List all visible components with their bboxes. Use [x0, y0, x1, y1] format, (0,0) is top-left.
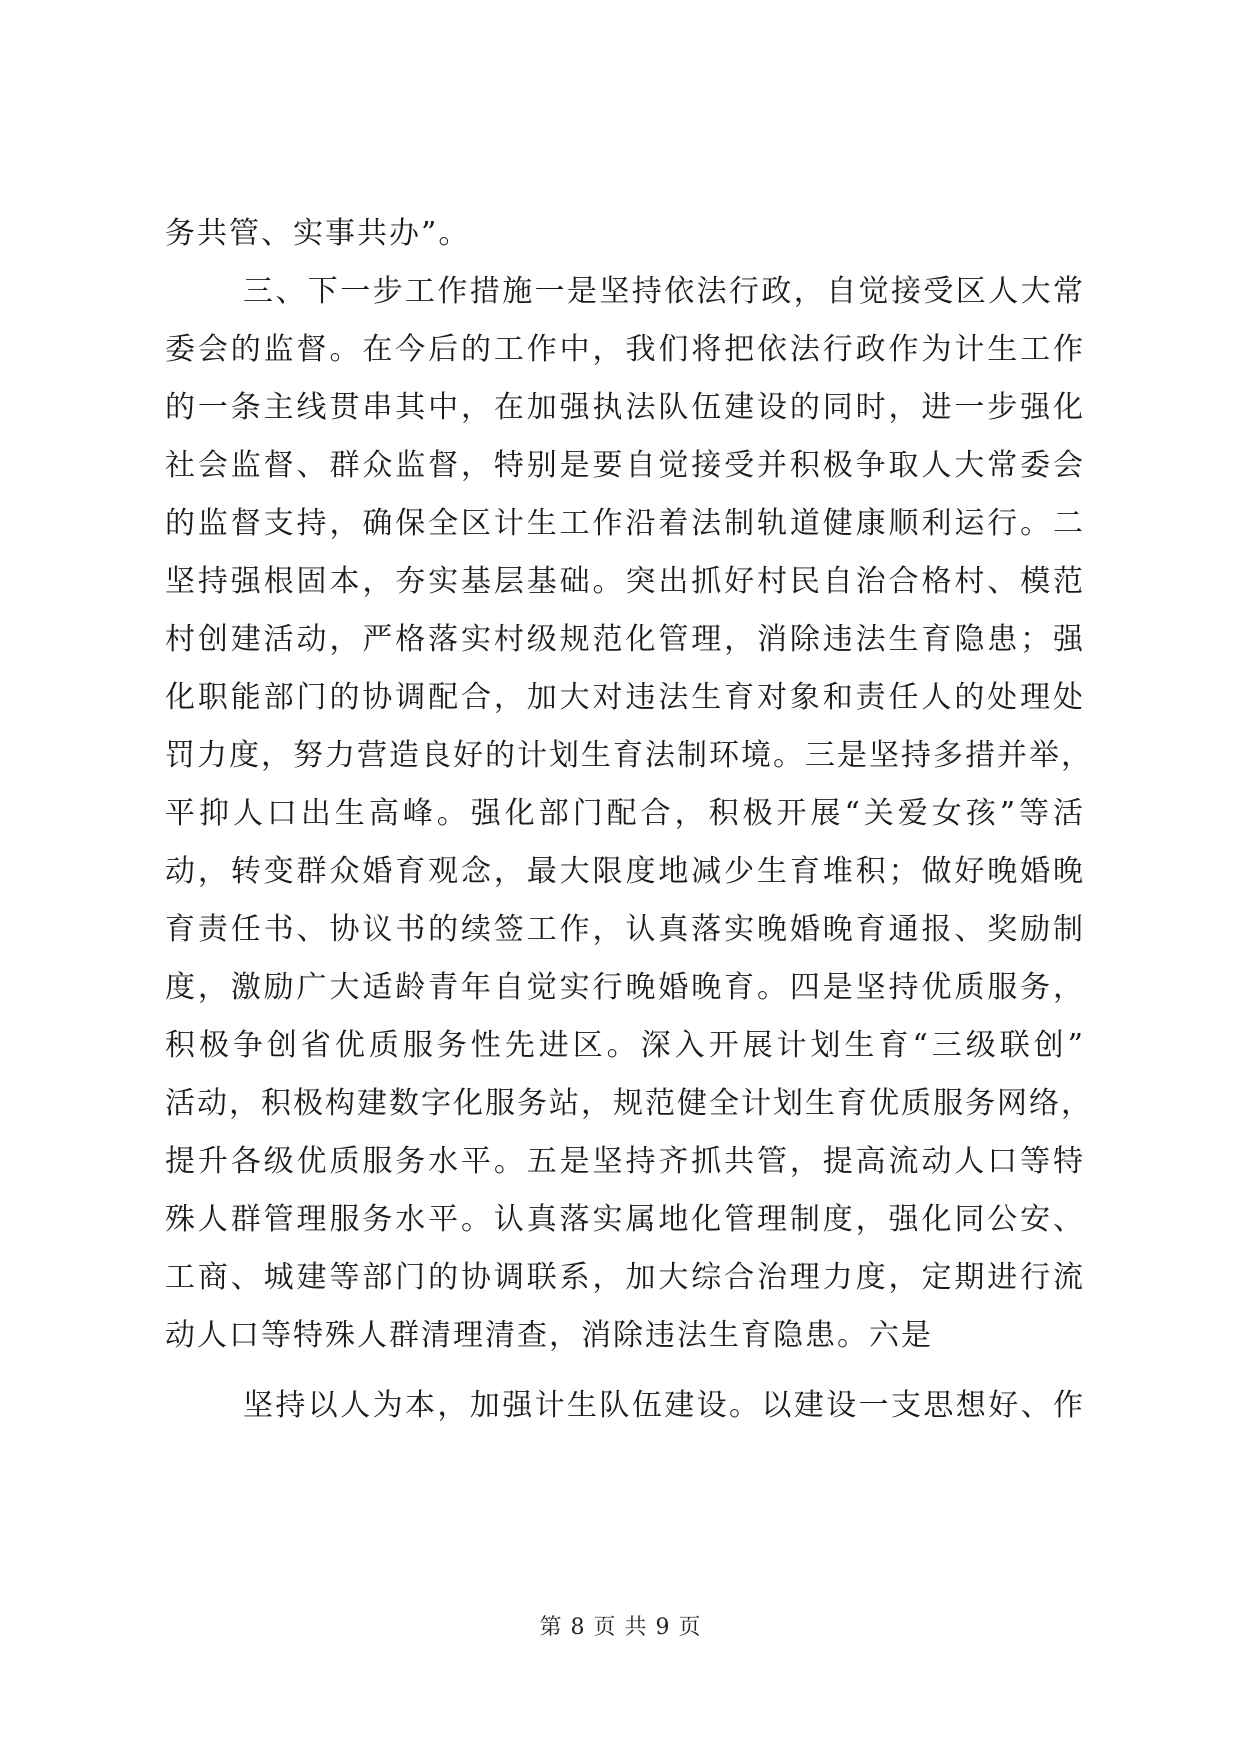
text-line: 提升各级优质服务水平。五是坚持齐抓共管，提高流动人口等特 — [165, 1144, 1085, 1179]
text-line: 坚持以人为本，加强计生队伍建设。以建设一支思想好、作 — [243, 1388, 1085, 1423]
text-line: 的一条主线贯串其中，在加强执法队伍建设的同时，进一步强化 — [165, 390, 1085, 425]
body-text — [165, 205, 1093, 1435]
text-line: 坚持强根固本，夯实基层基础。突出抓好村民自治合格村、模范 — [165, 564, 1085, 599]
text-line: 平抑人口出生高峰。强化部门配合，积极开展“关爱女孩”等活 — [165, 796, 1085, 831]
page-number-footer: 第 8 页 共 9 页 — [539, 1615, 702, 1640]
text-line: 活动，积极构建数字化服务站，规范健全计划生育优质服务网络， — [165, 1086, 1093, 1121]
text-line: 社会监督、群众监督，特别是要自觉接受并积极争取人大常委会 — [165, 448, 1085, 483]
text-line: 化职能部门的协调配合，加大对违法生育对象和责任人的处理处 — [165, 680, 1085, 715]
text-line: 积极争创省优质服务性先进区。深入开展计划生育“三级联创” — [165, 1028, 1085, 1063]
text-line: 殊人群管理服务水平。认真落实属地化管理制度，强化同公安、 — [165, 1202, 1085, 1237]
text-line: 动，转变群众婚育观念，最大限度地减少生育堆积；做好晚婚晚 — [165, 854, 1085, 889]
text-line: 的监督支持，确保全区计生工作沿着法制轨道健康顺利运行。二 — [165, 506, 1085, 541]
text-line: 动人口等特殊人群清理清查，消除违法生育隐患。六是 — [165, 1318, 933, 1353]
text-line: 育责任书、协议书的续签工作，认真落实晚婚晚育通报、奖励制 — [165, 912, 1085, 947]
text-line: 度，激励广大适龄青年自觉实行晚婚晚育。四是坚持优质服务， — [165, 970, 1085, 1005]
text-line: 务共管、实事共办”。 — [165, 216, 471, 251]
text-line: 三、下一步工作措施一是坚持依法行政，自觉接受区人大常 — [243, 274, 1085, 309]
text-line: 村创建活动，严格落实村级规范化管理，消除违法生育隐患；强 — [165, 622, 1085, 657]
text-line: 工商、城建等部门的协调联系，加大综合治理力度，定期进行流 — [165, 1260, 1085, 1295]
text-line: 委会的监督。在今后的工作中，我们将把依法行政作为计生工作 — [165, 332, 1085, 367]
text-line: 罚力度，努力营造良好的计划生育法制环境。三是坚持多措并举， — [165, 738, 1093, 773]
